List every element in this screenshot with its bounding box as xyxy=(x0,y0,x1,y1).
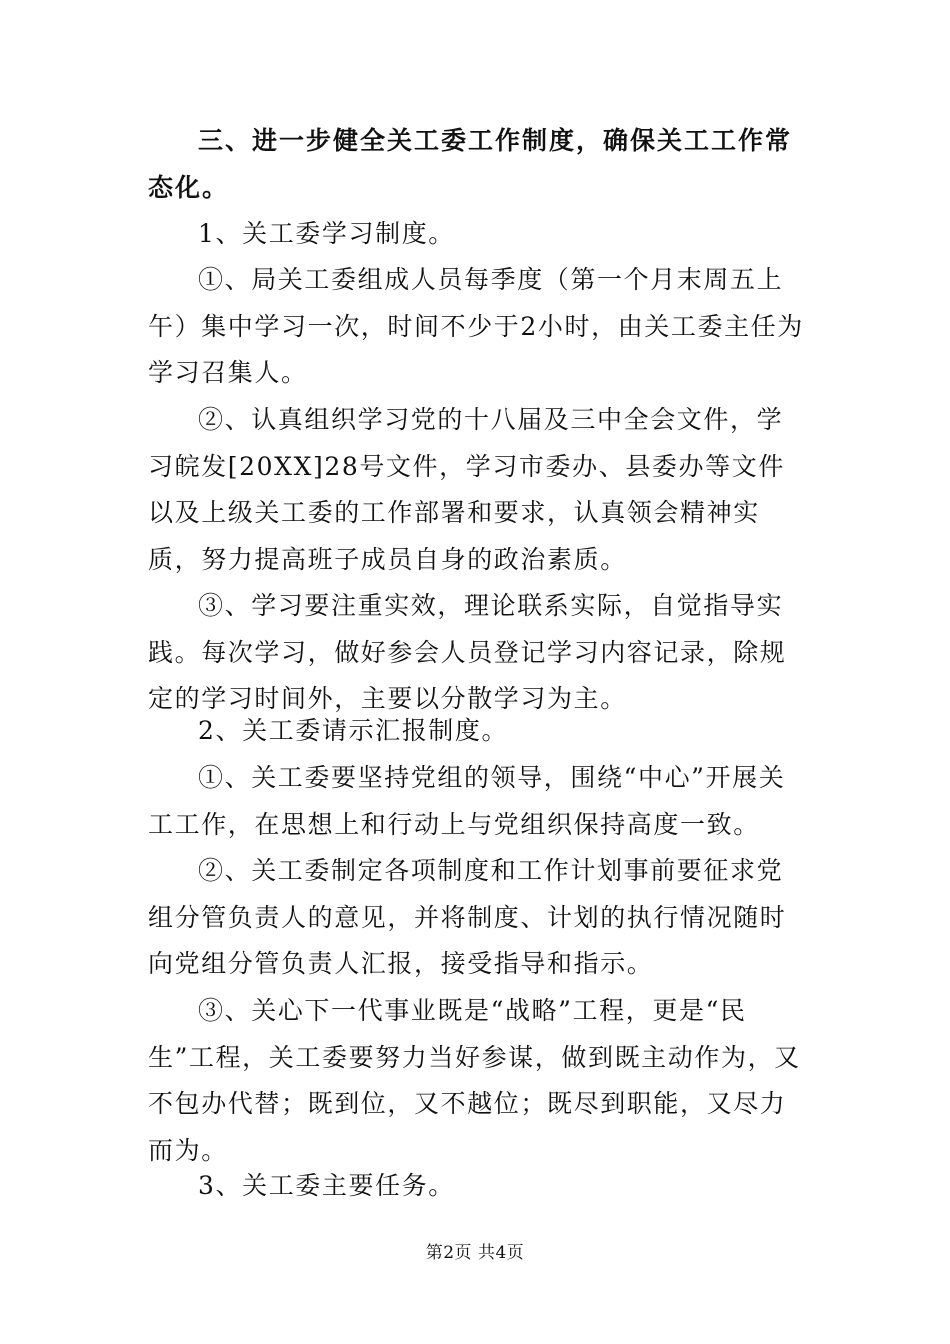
page-number-footer: 第2页 共4页 xyxy=(425,1243,525,1263)
paragraph-5: 2、关工委请示汇报制度。 xyxy=(198,716,509,745)
paragraph-2: ①、局关工委组成人员每季度（第一个月末周五上午）集中学习一次，时间不少于2小时，由关工委主任为学习召集人。 xyxy=(148,265,804,387)
paragraph-3: ②、认真组织学习党的十八届及三中全会文件，学习皖发[20XX]28号文件，学习市委办、县委办等文件以及上级关工委的工作部署和要求，认真领会精神实质，努力提高班子成员自身的政治素质。 xyxy=(148,405,785,574)
paragraph-8: ③、关心下一代事业既是“战略”工程，更是“民生”工程，关工委要努力当好参谋，做到既主动作为，又不包办代替；既到位，又不越位；既尽到职能，又尽力而为。 xyxy=(148,996,801,1165)
paragraph-7: ②、关工委制定各项制度和工作计划事前要征求党组分管负责人的意见，并将制度、计划的执行情况随时向党组分管负责人汇报，接受指导和指示。 xyxy=(148,856,787,978)
paragraph-4: ③、学习要注重实效，理论联系实际，自觉指导实践。每次学习，做好参会人员登记学习内容记录，除规定的学习时间外，主要以分散学习为主。 xyxy=(148,591,787,713)
paragraph-6: ①、关工委要坚持党组的领导，围绕“中心”开展关工工作，在思想上和行动上与党组织保持高度一致。 xyxy=(148,763,786,839)
section-heading: 三、进一步健全关工委工作制度，确保关工工作常态化。 xyxy=(148,126,793,202)
paragraph-1: 1、关工委学习制度。 xyxy=(198,219,455,248)
paragraph-9: 3、关工委主要任务。 xyxy=(198,1171,455,1200)
